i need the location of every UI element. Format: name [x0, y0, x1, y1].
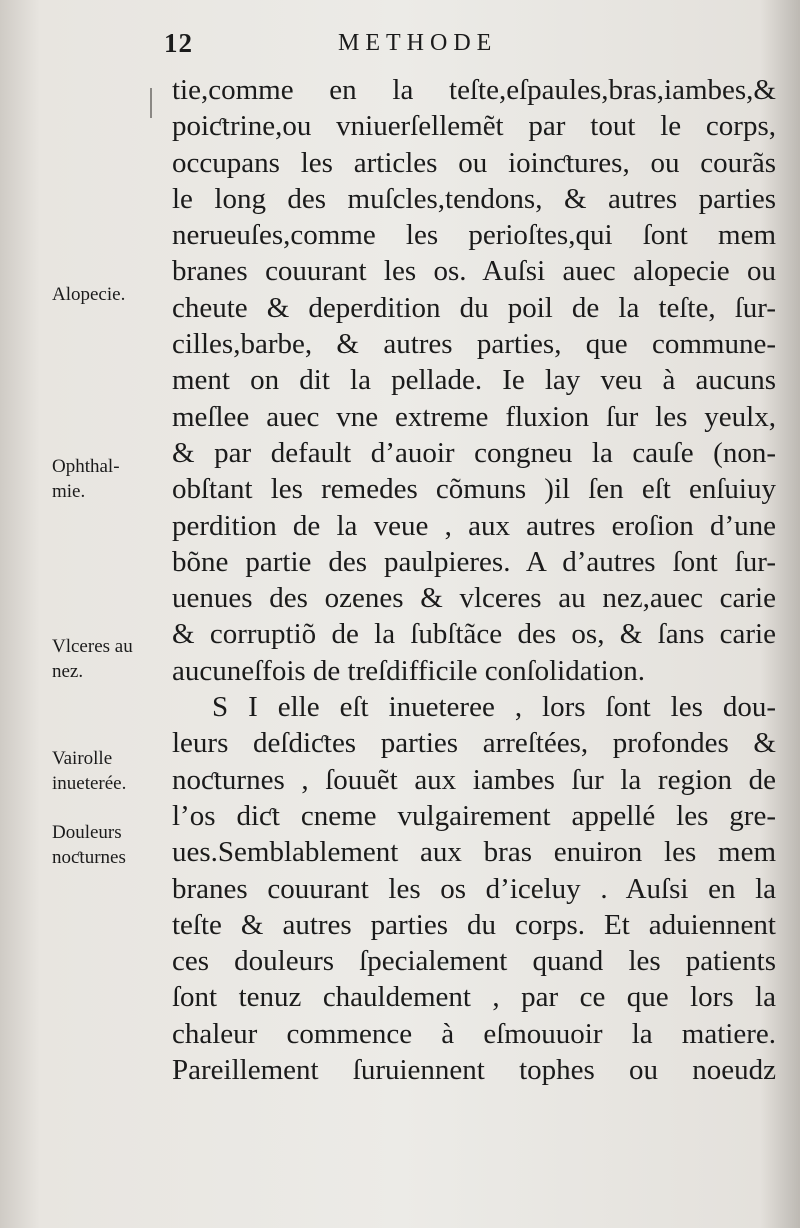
margin-note-ophthalmie [52, 454, 170, 504]
margin-note-douleurs [52, 820, 170, 870]
running-head [0, 22, 800, 62]
margin-note-vlceres [52, 634, 170, 684]
body-text [172, 72, 776, 1088]
text-line: chaleur commence à eſmouuoir la matiere. [172, 1017, 776, 1050]
text-line: le long des muſcles,tendons, & autres parties [172, 182, 776, 215]
text-line: ues.Semblablement aux bras enuiron les mem [172, 836, 776, 869]
text-line: & corruptiõ de la ſubſtãce des os, & ſans carie [172, 618, 776, 651]
text-line: branes couurant les os d’iceluy . Auſsi en la [172, 872, 776, 905]
text-line: ſont tenuz chauldement , par ce que lors la [172, 981, 776, 1014]
text-line: S I elle eſt inueteree , lors ſont les dou- [212, 691, 776, 724]
text-line: aucuneſfois de treſdifficile conſolidation. [172, 654, 645, 687]
margin-note-line: nez. [52, 661, 84, 682]
margin-note-vairolle [52, 746, 170, 796]
text-line: cilles,barbe, & autres parties, que commune- [172, 328, 776, 361]
text-line: ces douleurs ſpecialement quand les patients [172, 945, 776, 978]
text-line: leurs deſdiƈtes parties arreſtées, profondes & [172, 727, 776, 760]
text-line: perdition de la veue , aux autres eroſion d’une [172, 509, 776, 542]
text-line: l’os diƈt cneme vulgairement appellé les gre- [172, 799, 776, 832]
margin-note-line: Alopecie. [52, 284, 126, 305]
text-line: noƈturnes , ſouuẽt aux iambes ſur la region de [172, 763, 776, 796]
text-line: Pareillement ſuruiennent tophes ou noeudz [172, 1054, 776, 1087]
margin-note-line: inueterée. [52, 773, 127, 794]
margin-note-line: Ophthal- [52, 456, 120, 477]
text-line: tie,comme en la teſte,eſpaules,bras,iambes,& [172, 74, 776, 106]
text-line: obſtant les remedes cõmuns )il ſen eſt enſuiuy [172, 473, 776, 506]
margin-note-line: Vlceres au [52, 636, 133, 657]
ink-mark [150, 88, 152, 118]
text-line: uenues des ozenes & vlceres au nez,auec carie [172, 582, 776, 615]
margin-note-line: mie. [52, 481, 86, 502]
text-line: meſlee auec vne extreme fluxion ſur les yeulx, [172, 400, 776, 433]
text-line: nerueuſes,comme les perioſtes,qui ſont mem [172, 219, 776, 252]
text-line: ment on dit la pellade. Ie lay veu à aucuns [172, 364, 776, 397]
margin-note-line: noƈturnes [52, 847, 126, 868]
margin-note-line: Vairolle [52, 748, 113, 769]
margin-note-alopecie [52, 282, 170, 307]
text-line: bõne partie des paulpieres. A d’autres ſont ſur- [172, 545, 776, 578]
text-line: cheute & deperdition du poil de la teſte, ſur- [172, 291, 776, 324]
text-line: occupans les articles ou ioinƈtures, ou courãs [172, 146, 776, 179]
page-number: 12 [164, 28, 193, 58]
text-line: poiƈtrine,ou vniuerſellemẽt par tout le corps, [172, 110, 776, 143]
text-line: teſte & autres parties du corps. Et aduiennent [172, 908, 776, 941]
text-line: & par default d’auoir congneu la cauſe (non- [172, 436, 776, 469]
running-title: METHODE [338, 30, 498, 56]
text-line: branes couurant les os. Auſsi auec alopecie ou [172, 255, 776, 288]
margin-note-line: Douleurs [52, 822, 122, 843]
